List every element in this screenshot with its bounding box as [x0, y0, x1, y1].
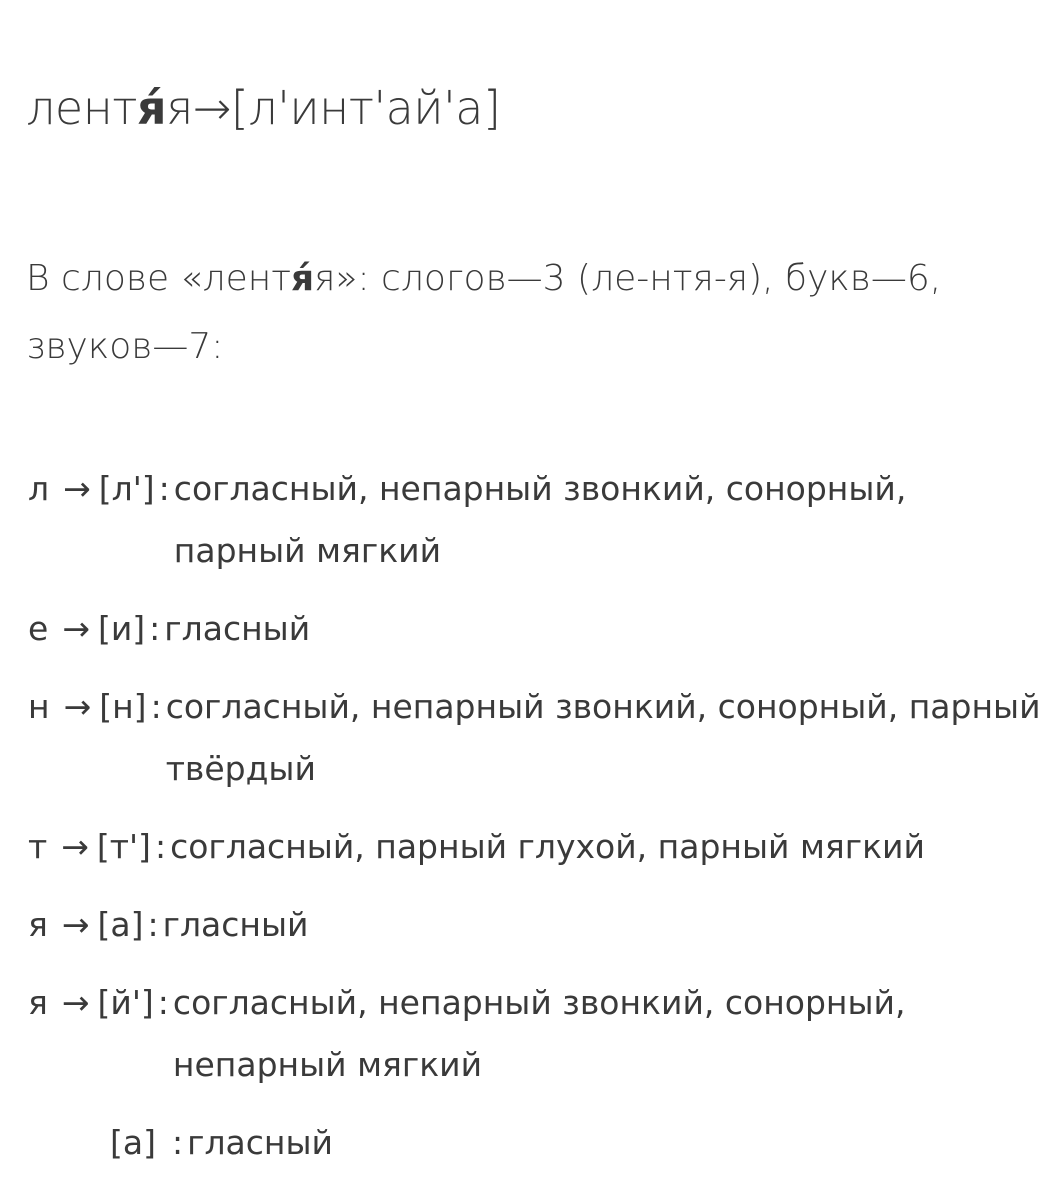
letter-sound-pair — [28, 598, 164, 660]
arrow: → — [192, 81, 231, 135]
colon: : — [171, 1123, 184, 1162]
colon: : — [150, 687, 162, 726]
colon: : — [149, 609, 161, 648]
letter: я — [28, 905, 48, 944]
arrow: → — [61, 905, 90, 944]
summary-prefix: В слове «лент — [26, 258, 292, 299]
summary-stressed-letter: я́ — [291, 258, 315, 299]
letter: е — [28, 609, 49, 648]
colon: : — [158, 469, 170, 508]
letter-sound-pair — [28, 458, 174, 520]
letter-sound-pair — [28, 676, 166, 738]
sound-description: согласный, непарный звонкий, сонорный, парный мягкий — [173, 469, 907, 570]
letter-sound-pair — [28, 972, 173, 1034]
arrow: → — [61, 983, 90, 1022]
colon: : — [157, 983, 169, 1022]
sound: [л'] — [98, 469, 155, 508]
sound: [а] — [110, 1123, 156, 1162]
sound-description: согласный, непарный звонкий, сонорный, парный твёрдый — [165, 687, 1041, 788]
letter-sound-pair — [28, 1112, 187, 1174]
sound-description: согласный, непарный звонкий, сонорный, непарный мягкий — [172, 983, 906, 1084]
stressed-letter: я́ — [137, 81, 167, 135]
colon: : — [147, 905, 159, 944]
sound: [а] — [97, 905, 144, 944]
letter-row — [28, 598, 1048, 660]
letter: я — [28, 983, 48, 1022]
sound: [н] — [99, 687, 147, 726]
sound: [т'] — [96, 827, 151, 866]
arrow: → — [63, 687, 92, 726]
arrow: → — [61, 827, 89, 866]
arrow: → — [62, 609, 90, 648]
letter-row — [28, 894, 1048, 956]
transcription: [л'инт'ай'а] — [230, 81, 501, 135]
sound-description: гласный — [162, 905, 309, 944]
word-end: я — [166, 81, 193, 135]
arrow: → — [63, 469, 91, 508]
word-summary — [26, 245, 1036, 381]
sound-description: согласный, парный глухой, парный мягкий — [170, 827, 925, 866]
letter-row — [28, 458, 1048, 582]
sound-description: гласный — [164, 609, 311, 648]
phonetic-analysis-list — [28, 458, 1048, 1190]
sound: [и] — [97, 609, 146, 648]
letter: л — [28, 469, 50, 508]
letter: т — [28, 827, 48, 866]
word-start: лент — [26, 81, 138, 135]
summary-suffix: я»: слогов—3 (ле-нтя-я), букв—6, звуков—7: — [26, 258, 942, 367]
sound: [й'] — [97, 983, 154, 1022]
sound-description: гласный — [187, 1123, 333, 1162]
word-transcription-heading — [26, 78, 500, 138]
letter-row — [28, 972, 1048, 1096]
letter-row — [28, 676, 1048, 800]
colon: : — [154, 827, 167, 866]
letter: н — [28, 687, 50, 726]
letter-row — [28, 816, 1048, 878]
extra-sound-row — [28, 1112, 1048, 1174]
letter-sound-pair — [28, 816, 170, 878]
letter-sound-pair — [28, 894, 163, 956]
